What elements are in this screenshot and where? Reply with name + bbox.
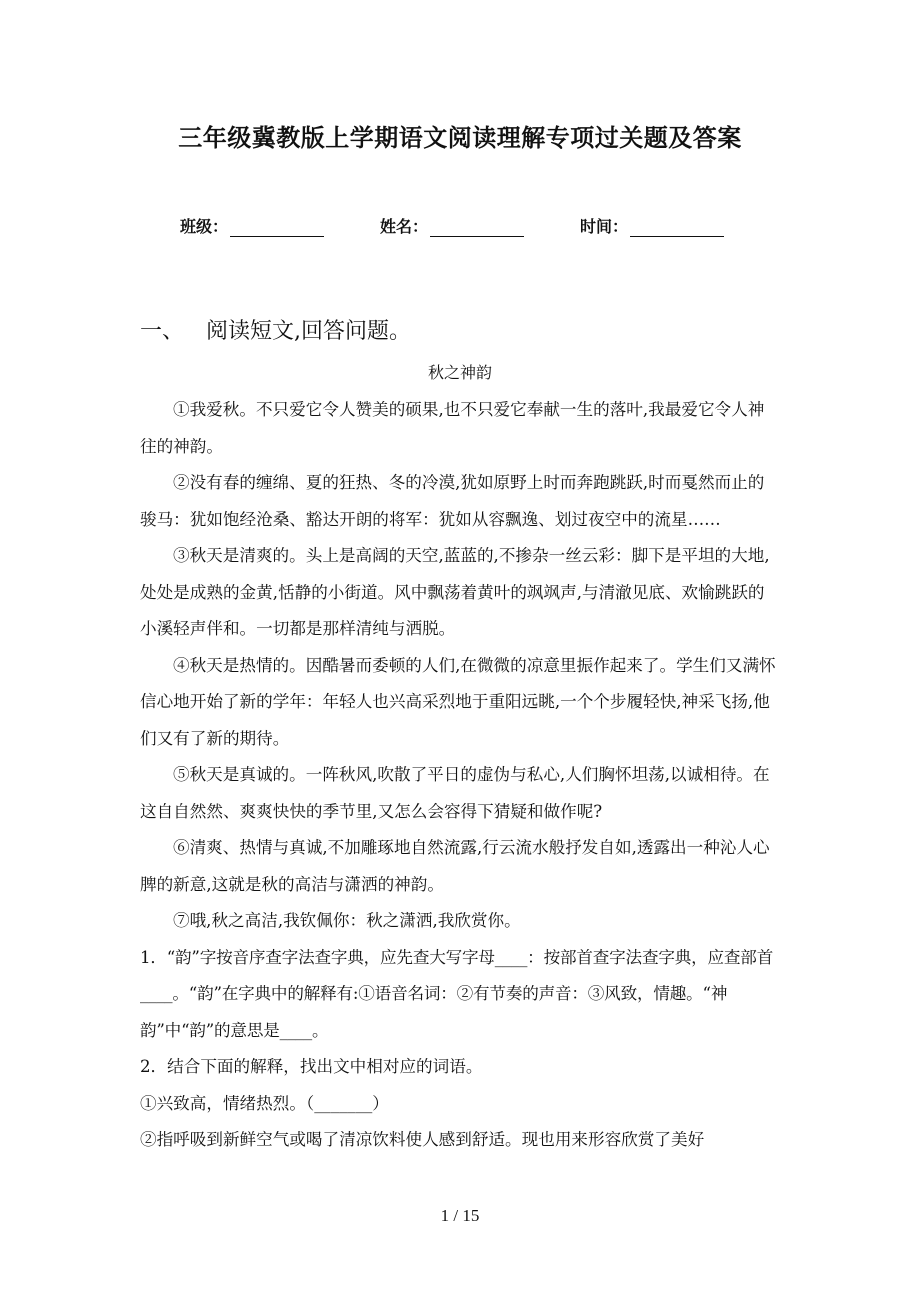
page-number: 1 / 15 — [440, 1206, 480, 1225]
time-field — [580, 214, 724, 237]
section-heading — [140, 314, 411, 345]
time-blank[interactable] — [630, 219, 724, 237]
passage-paragraph: ③秋天是清爽的。头上是高阔的天空,蓝蓝的,不掺杂一丝云彩：脚下是平坦的大地,处处是成熟的金黄,恬静的小街道。风中飘荡着黄叶的飒飒声,与清澈见底、欢愉跳跃的小溪轻声伴和。一切都是那样清纯与洒脱。 — [140, 546, 770, 638]
name-label: 姓名： — [380, 217, 429, 236]
question-2-item-1: ①兴致高，情绪热烈。（_______） — [140, 1093, 389, 1113]
passage-paragraph: ④秋天是热情的。因酷暑而委顿的人们,在微微的凉意里振作起来了。学生们又满怀信心地开始了新的学年：年轻人也兴高采烈地于重阳远眺,一个个步履轻快,神采飞扬,他们又有了新的期待。 — [140, 655, 776, 748]
question-2-item-2: ②指呼吸到新鲜空气或喝了清凉饮料使人感到舒适。现也用来形容欣赏了美好 — [140, 1130, 705, 1149]
passage-paragraph: ⑦哦,秋之高洁,我钦佩你：秋之潇洒,我欣赏你。 — [173, 911, 521, 930]
section-number: 一、 — [140, 319, 185, 344]
passage-paragraph: ①我爱秋。不只爱它令人赞美的硕果,也不只爱它奉献一生的落叶,我最爱它令人神往的神韵。 — [140, 400, 765, 456]
passage-paragraph: ⑥清爽、热情与真诚,不加雕琢地自然流露,行云流水般抒发自如,透露出一种沁人心脾的新意,这就是秋的高洁与潇洒的神韵。 — [140, 838, 770, 894]
question-2: 2．结合下面的解释，找出文中相对应的词语。 — [140, 1057, 483, 1076]
class-field — [180, 214, 324, 237]
name-blank[interactable] — [430, 219, 524, 237]
class-blank[interactable] — [230, 219, 324, 237]
document-title: 三年级冀教版上学期语文阅读理解专项过关题及答案 — [178, 123, 742, 152]
time-label: 时间： — [580, 217, 629, 236]
student-info-row — [180, 214, 780, 237]
passage-paragraph: ②没有春的缠绵、夏的狂热、冬的冷漠,犹如原野上时而奔跑跳跃,时而戛然而止的骏马：犹如饱经沧桑、豁达开朗的将军：犹如从容飘逸、划过夜空中的流星…… — [140, 473, 765, 529]
section-title: 阅读短文,回答问题。 — [206, 319, 412, 344]
passage-paragraph: ⑤秋天是真诚的。一阵秋风,吹散了平日的虚伪与私心,人们胸怀坦荡,以诚相待。在这自自然然、爽爽快快的季节里,又怎么会容得下猜疑和做作呢? — [140, 765, 770, 821]
name-field — [380, 214, 524, 237]
class-label: 班级： — [180, 217, 229, 236]
document-body — [140, 392, 780, 1159]
passage-title: 秋之神韵 — [427, 363, 492, 382]
question-1: 1．“韵”字按音序查字法查字典，应先查大写字母____：按部首查字法查字典，应查部首____。“韵”在字典中的解释有:①语音名词：②有节奏的声音：③风致，情趣。“神韵”中“韵”的意思是____。 — [140, 947, 774, 1040]
